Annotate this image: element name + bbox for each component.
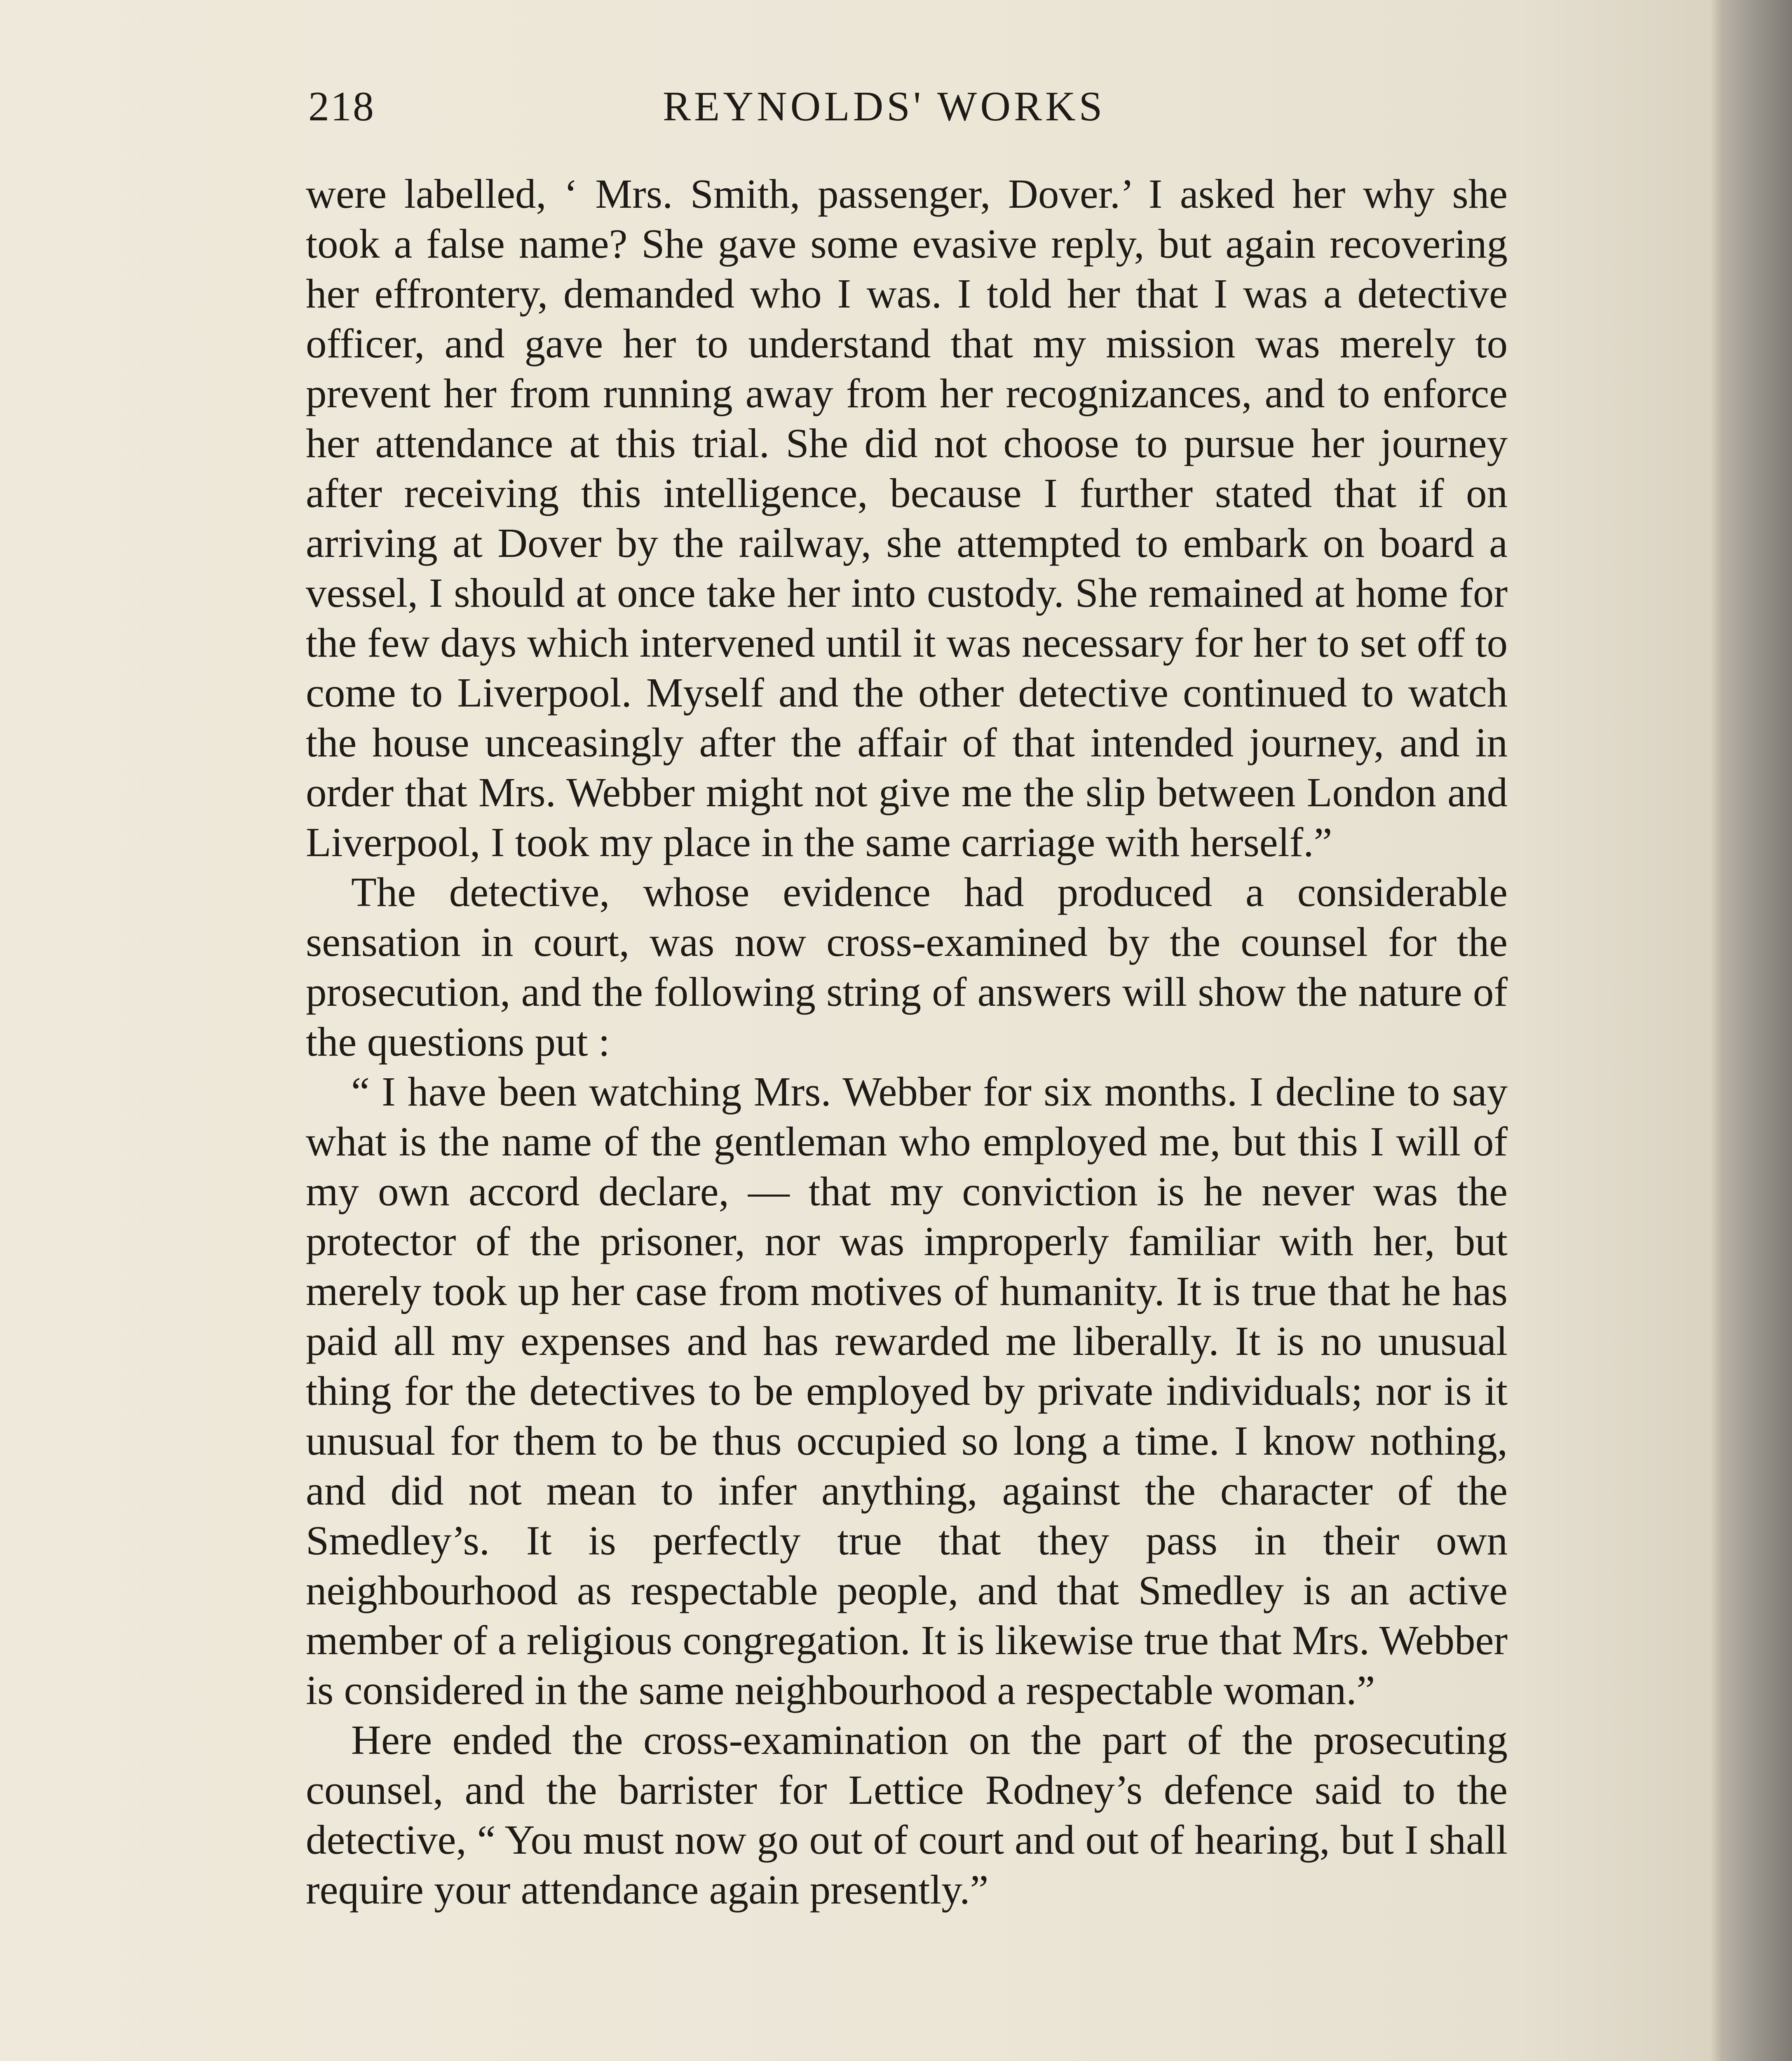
page-header (308, 70, 1508, 136)
running-head: REYNOLDS' WORKS (663, 83, 1106, 130)
body-text (306, 169, 1508, 1915)
paragraph-detective-answers: “ I have been watching Mrs. Webber for six months. I decline to say what is the name of the gentleman who employed me, but this I will of my own accord declare, — that my conviction is he never was the protector of the prisoner, nor was improperly familiar with her, but merely took up her case from motives of humanity. It is true that he has paid all my expenses and has rewarded me liberally. It is no unusual thing for the detectives to be employed by private individuals; nor is it unusual for them to be thus occupied so long a time. I know nothing, and did not mean to infer anything, against the character of the Smedley’s. It is perfectly true that they pass in their own neighbourhood as respectable people, and that Smedley is an active member of a religious congregation. It is likewise true that Mrs. Webber is considered in the same neighbourhood a respectable woman.” (306, 1068, 1508, 1713)
paragraph-cross-examination-intro: The detective, whose evidence had produced a considerable sensation in court, was now cross-examined by the counsel for the prosecution, and the following string of answers will show the nature of the questions put : (306, 869, 1508, 1065)
book-spine (1723, 0, 1792, 2061)
page-number: 218 (308, 83, 375, 130)
paragraph-cross-examination-end: Here ended the cross-examination on the part of the prosecuting counsel, and the barrister for Lettice Rodney’s defence said to the detective, “ You must now go out of court and out of hearing, but I shall require your attendance again presently.” (306, 1717, 1508, 1913)
paragraph-continuation: were labelled, ‘ Mrs. Smith, passenger, Dover.’ I asked her why she took a false name? She gave some evasive reply, but again recovering her effrontery, demanded who I was. I told her that I was a detective officer, and gave her to understand that my mission was merely to prevent her from running away from her recognizances, and to enforce her attendance at this trial. She did not choose to pursue her journey after receiving this intelligence, because I further stated that if on arriving at Dover by the railway, she attempted to embark on board a vessel, I should at once take her into custody. She remained at home for the few days which intervened until it was necessary for her to set off to come to Liverpool. Myself and the other detective continued to watch the house unceasingly after the affair of that intended journey, and in order that Mrs. Webber might not give me the slip between London and Liverpool, I took my place in the same carriage with herself.” (306, 171, 1508, 865)
